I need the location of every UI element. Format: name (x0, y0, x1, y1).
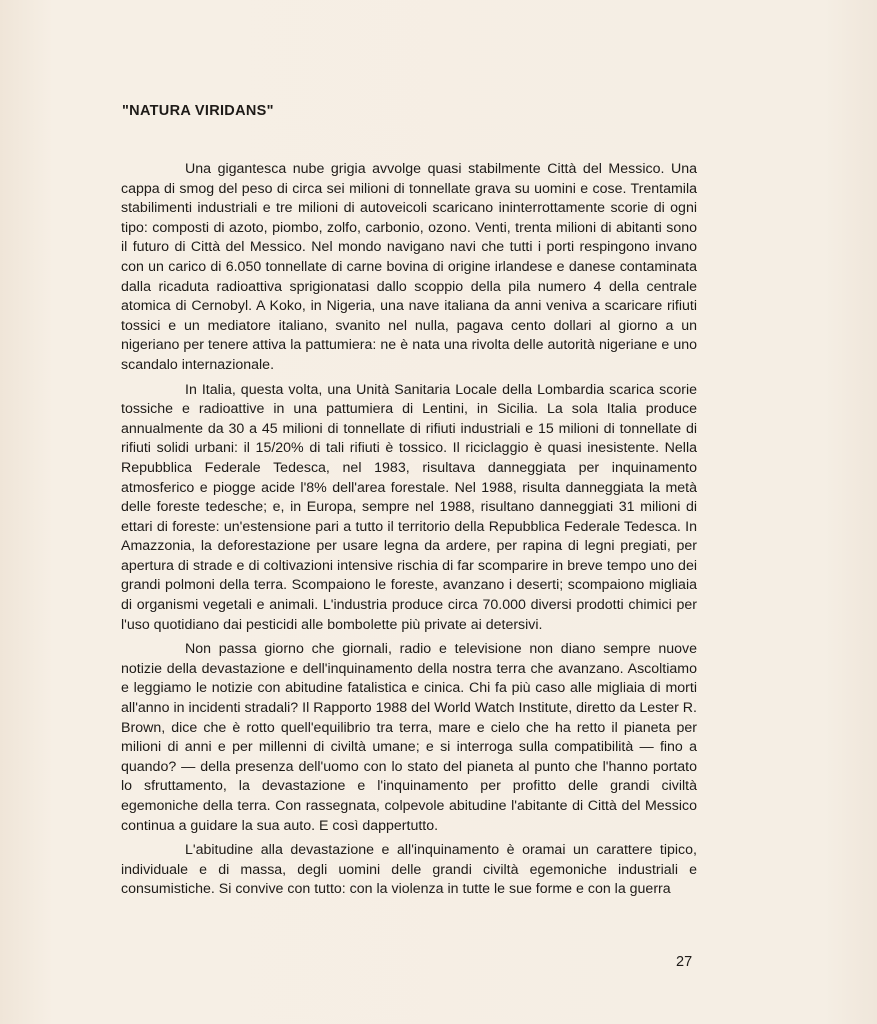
chapter-heading: "NATURA VIRIDANS" (122, 103, 274, 119)
paragraph: Non passa giorno che giornali, radio e televisione non diano sempre nuove notizie della devastazione e dell'inquinamento della nostra terra che avanzano. Ascoltiamo e leggiamo le notizie con abitudine fatalistica e cinica. Chi fa più caso alle migliaia di morti all'anno in incidenti stradali? Il Rapporto 1988 del World Watch Institute, diretto da Lester R. Brown, dice che è rotto quell'equilibrio tra terra, mare e cielo che ha retto il pianeta per milioni di anni e per millenni di civiltà umane; e si interroga sulla compatibilità — fino a quando? — della presenza dell'uomo con lo stato del pianeta al punto che l'hanno portato lo sfruttamento, la devastazione e l'inquinamento per profitto delle grandi civiltà egemoniche della terra. Con rassegnata, colpevole abitudine l'abitante di Città del Messico continua a guidare la sua auto. E così dappertutto. (121, 641, 697, 834)
paragraph: Una gigantesca nube grigia avvolge quasi stabilmente Città del Messico. Una cappa di smog del peso di circa sei milioni di tonnellate grava su uomini e cose. Trentamila stabilimenti industriali e tre milioni di autoveicoli scaricano ininterrottamente scorie di ogni tipo: composti di azoto, piombo, zolfo, carbonio, ozono. Venti, trenta milioni di abitanti sono il futuro di Città del Messico. Nel mondo navigano navi che tutti i porti respingono invano con un carico di 6.050 tonnellate di carne bovina di origine irlandese e danese contaminata dalla ricaduta radioattiva sprigionatasi dallo scoppio della pila numero 4 della centrale atomica di Cernobyl. A Koko, in Nigeria, una nave italiana da anni veniva a scaricare rifiuti tossici e un mediatore italiano, svanito nel nulla, pagava cento dollari al giorno a un nigeriano per tenere attiva la pattumiera: ne è nata una rivolta delle autorità nigeriane e uno scandalo internazionale. (121, 161, 697, 373)
paragraph: In Italia, questa volta, una Unità Sanitaria Locale della Lombardia scarica scorie tossiche e radioattive in una pattumiera di Lentini, in Sicilia. La sola Italia produce annualmente da 30 a 45 milioni di tonnellate di rifiuti industriali e 15 milioni di tonnellate di rifiuti solidi urbani: il 15/20% di tali rifiuti è tossico. Il riciclaggio è quasi inesistente. Nella Repubblica Federale Tedesca, nel 1983, risultava danneggiata per inquinamento atmosferico e piogge acide l'8% dell'area forestale. Nel 1988, risulta danneggiata la metà delle foreste tedesche; e, in Europa, sempre nel 1988, risultano danneggiati 31 milioni di ettari di foreste: un'estensione pari a tutto il territorio della Repubblica Federale Tedesca. In Amazzonia, la deforestazione per usare legna da ardere, per rapina di legni pregiati, per apertura di strade e di coltivazioni intensive rischia di far scomparire in breve tempo uno dei grandi polmoni della terra. Scompaiono le foreste, avanzano i deserti; scompaiono migliaia di organismi vegetali e animali. L'industria produce circa 70.000 diversi prodotti chimici per l'uso quotidiano dai pesticidi alle bombolette più private ai detersivi. (121, 381, 697, 633)
page-number: 27 (676, 954, 693, 970)
paragraph: L'abitudine alla devastazione e all'inquinamento è oramai un carattere tipico, individuale e di massa, degli uomini delle grandi civiltà egemoniche industriali e consumistiche. Si convive con tutto: con la violenza in tutte le sue forme e con la guerra (121, 842, 697, 898)
body-text (121, 160, 697, 900)
